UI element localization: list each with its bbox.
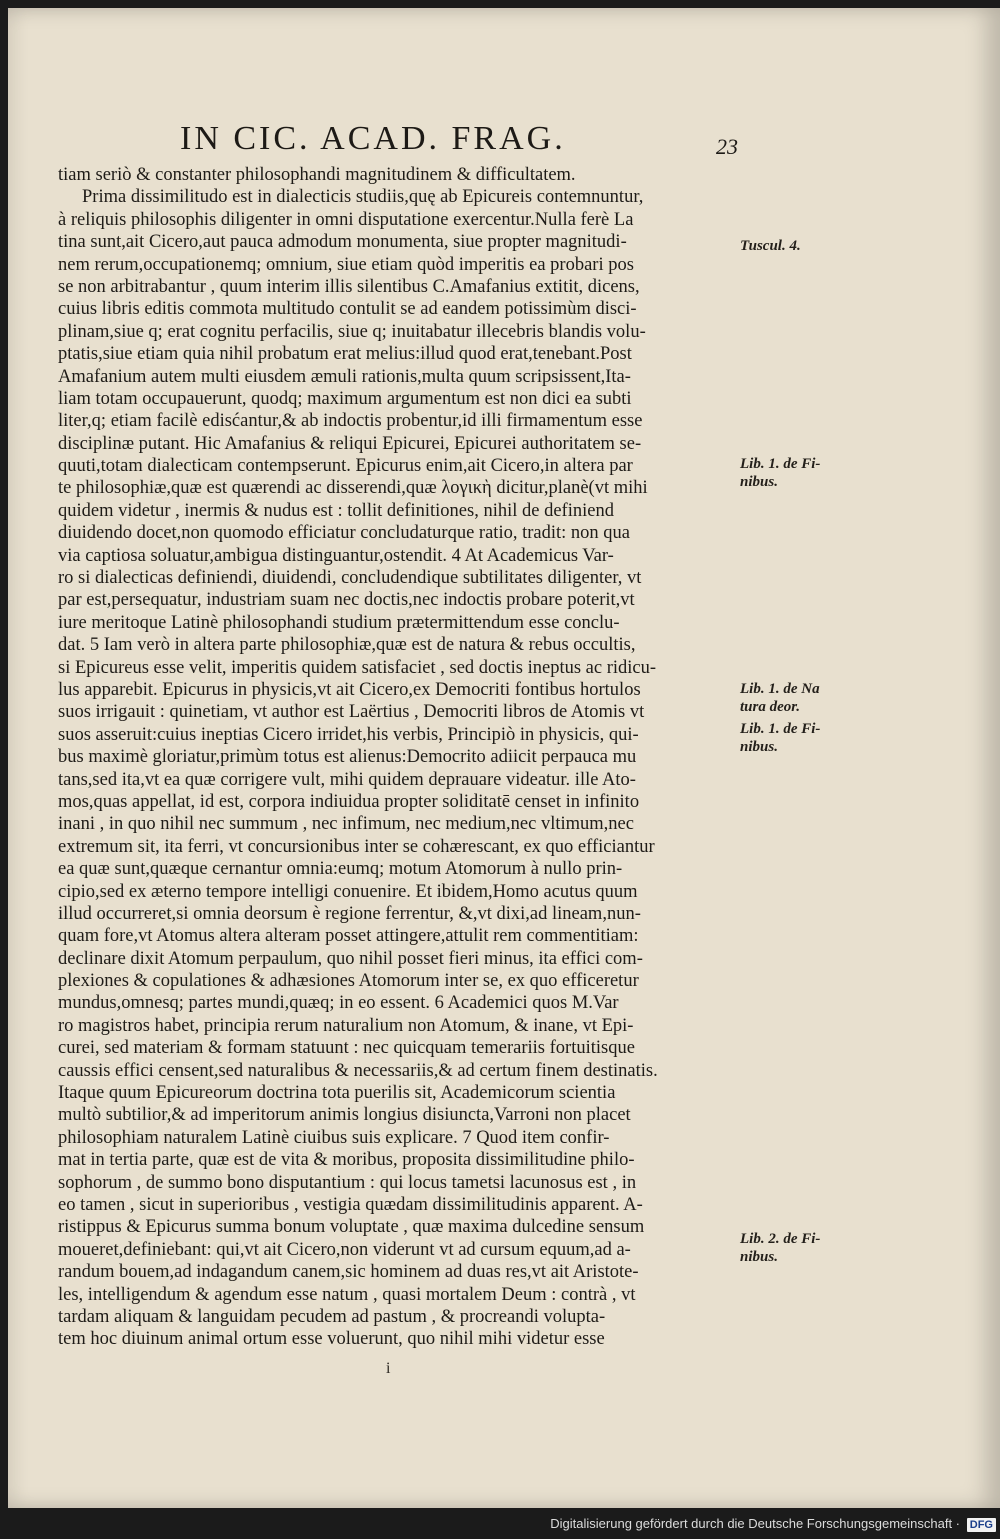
text-line: moueret,definiebant: qui,vt ait Cicero,non viderunt vt ad cursum equum,ad a-	[58, 1239, 631, 1260]
text-line: quidem videtur , inermis & nudus est : tollit definitiones, nihil de definiend	[58, 500, 614, 521]
text-line: les, intelligendum & agendum esse natum , quasi mortalem Deum : contrà , vt	[58, 1284, 636, 1305]
text-line: tans,sed ita,vt ea quæ corrigere vult, mihi quidem deprauare videatur. ille Ato-	[58, 769, 636, 790]
margin-note-de-finibus-1	[740, 455, 830, 491]
text-line: si Epicureus esse velit, imperitis quidem satisfaciet , sed doctis ineptus ac ridicu-	[58, 657, 657, 678]
text-line: cuius libris editis commota multitudo contulit se ad eandem potissimùm disci-	[58, 299, 637, 320]
text-line: disciplinæ putant. Hic Amafanius & reliqui Epicurei, Epicurei authoritatem se-	[58, 433, 642, 454]
text-line: randum bouem,ad indagandum canem,sic hominem ad duas res,vt ait Aristote-	[58, 1262, 639, 1283]
page-number: 23	[716, 134, 738, 159]
text-line: sophorum , de summo bono disputantium : qui locus tametsi lacunosus est , in	[58, 1172, 637, 1193]
text-line: declinare dixit Atomum perpaulum, quo nihil posset fieri minus, ita effici com-	[58, 948, 643, 969]
text-line: illud occurreret,si omnia deorsum è regione ferrentur, &,vt dixi,ad lineam,nun-	[58, 903, 641, 924]
text-line: ro si dialecticas definiendi, diuidendi, concludendique subtilitates diligenter, vt	[58, 568, 642, 589]
text-line: mundus,omnesq; partes mundi,quæq; in eo essent. 6 Academici quos M.Var	[58, 993, 619, 1014]
margin-note-line: Lib. 1. de Na	[740, 681, 820, 697]
text-line: via captiosa soluatur,ambigua distinguantur,ostendit. 4 At Academicus Var-	[58, 545, 614, 566]
text-line: liter,q; etiam facilè edisćantur,& ab indoctis probentur,id illi firmamentum esse	[58, 411, 643, 432]
text-line: plinam,siue q; erat cognitu perfacilis, siue q; inuitabatur illecebris blandis volu-	[58, 321, 646, 342]
text-line: quam fore,vt Atomus altera alteram posset attingere,attulit rem commentitiam:	[58, 926, 639, 947]
text-line: curei, sed materiam & formam statuunt : nec quicquam temerariis fortuitisque	[58, 1038, 635, 1059]
text-line: quuti,totam dialecticam contempserunt. Epicurus enim,ait Cicero,in altera par	[58, 456, 633, 477]
text-line: inani , in quo nihil nec summum , nec infimum, nec medium,nec vltimum,nec	[58, 814, 634, 835]
text-line: multò subtilior,& ad imperitorum animis longius disiuncta,Varroni non placet	[58, 1105, 631, 1126]
text-line: lus apparebit. Epicurus in physicis,vt ait Cicero,ex Democriti fontibus hortulos	[58, 679, 641, 700]
credit-text: Digitalisierung gefördert durch die Deutsche Forschungsgemeinschaft ·	[550, 1516, 960, 1531]
running-title: IN CIC. ACAD. FRAG.	[180, 120, 566, 157]
text-line: se non arbitrabantur , quum interim illis silentibus C.Amafanius extitit, dicens,	[58, 276, 640, 297]
digitization-credit	[550, 1516, 960, 1531]
text-line: tiam seriò & constanter philosophandi magnitudinem & difficultatem.	[58, 165, 576, 185]
margin-note-line: nibus.	[740, 1249, 778, 1265]
margin-note-tuscul	[740, 237, 830, 255]
signature-mark: i	[386, 1360, 391, 1377]
margin-note-line: tura deor.	[740, 699, 801, 715]
text-line: ptatis,siue etiam quia nihil probatum erat melius:illud quod erat,tenebant.Post	[58, 344, 632, 365]
text-line: dat. 5 Iam verò in altera parte philosophiæ,quæ est de natura & rebus occultis,	[58, 635, 636, 656]
margin-note-line: nibus.	[740, 739, 778, 755]
text-line: cipio,sed ex æterno tempore intelligi conuenire. Et ibidem,Homo acutus quum	[58, 881, 638, 902]
body-text	[58, 164, 730, 1351]
text-line: te philosophiæ,quæ est quærendi ac disserendi,quæ λογικὴ dicitur,planè(vt mihi	[58, 478, 648, 499]
text-line: mos,quas appellat, id est, corpora indiuidua propter soliditatē censet in infinito	[58, 791, 640, 812]
text-line: Amafanium autem multi eiusdem æmuli rationis,multa quum scripsissent,Ita-	[58, 366, 631, 387]
text-line: bus maximè gloriatur,primùm totus est alienus:Democrito adiicit perpauca mu	[58, 747, 637, 768]
text-line: ristippus & Epicurus summa bonum voluptate , quæ maxima dulcedine sensum	[58, 1217, 645, 1238]
margin-note-natura-deorum	[740, 680, 830, 716]
dfg-logo: DFG	[967, 1518, 996, 1532]
text-line: mat in tertia parte, quæ est de vita & moribus, proposita dissimilitudine philo-	[58, 1150, 635, 1171]
text-line: suos irrigauit : quinetiam, vt author est Laërtius , Democriti libros de Atomis vt	[58, 702, 645, 723]
text-line: Prima dissimilitudo est in dialecticis studiis,quę ab Epicureis contemnuntur,	[82, 187, 644, 208]
text-line: philosophiam naturalem Latinè ciuibus suis explicare. 7 Quod item confir-	[58, 1127, 610, 1148]
text-line: ea quæ sunt,quæque cernantur omnia:eumq; motum Atomorum à nullo prin-	[58, 859, 623, 880]
text-line: nem rerum,occupationemq; omnium, siue etiam quòd imperitis ea probari pos	[58, 254, 634, 275]
text-line: tem hoc diuinum animal ortum esse voluerunt, quo nihil mihi videtur esse	[58, 1329, 605, 1350]
text-line: tardam aliquam & languidam pecudem ad pastum , & procreandi volupta-	[58, 1306, 606, 1327]
text-line: à reliquis philosophis diligenter in omni disputatione exercentur.Nulla ferè La	[58, 209, 634, 230]
text-line: caussis effici censent,sed naturalibus & necessariis,& ad certum finem destinatis.	[58, 1060, 658, 1081]
text-line: extremum sit, ita ferri, vt concursionibus inter se cohærescant, ex quo efficiantur	[58, 836, 655, 857]
margin-note-line: nibus.	[740, 474, 778, 490]
margin-note-de-finibus-2	[740, 720, 830, 756]
text-line: liam totam occupauerunt, quodq; maximum argumentum est non dici ea subti	[58, 388, 632, 409]
margin-note-line: Lib. 1. de Fi-	[740, 456, 821, 472]
book-page	[8, 8, 1000, 1508]
text-line: suos asseruit:cuius ineptias Cicero irridet,his verbis, Principiò in physicis, qui-	[58, 724, 639, 745]
text-line: tina sunt,ait Cicero,aut pauca admodum monumenta, siue propter magnitudi-	[58, 232, 627, 253]
text-line: ro magistros habet, principia rerum naturalium non Atomum, & inane, vt Epi-	[58, 1015, 634, 1036]
text-line: iure meritoque Latinè philosophandi studium prætermittendum esse conclu-	[58, 612, 620, 633]
margin-note-line: Lib. 2. de Fi-	[740, 1231, 821, 1247]
margin-note-line: Tuscul. 4.	[740, 238, 801, 254]
text-line: diuidendo docet,non quomodo efficiatur concludaturque ratio, tradit: non qua	[58, 523, 630, 544]
text-line: plexiones & copulationes & adhæsiones Atomorum inter se, ex quo efficeretur	[58, 971, 639, 992]
text-line: eo tamen , sicut in superioribus , vestigia quædam dissimilitudinis apparent. A-	[58, 1194, 643, 1215]
text-line: par est,persequatur, industriam suam nec doctis,nec indoctis probare poterit,vt	[58, 590, 635, 611]
text-line: Itaque quum Epicureorum doctrina tota puerilis sit, Academicorum scientia	[58, 1083, 616, 1104]
margin-note-de-finibus-3	[740, 1230, 830, 1266]
margin-note-line: Lib. 1. de Fi-	[740, 721, 821, 737]
